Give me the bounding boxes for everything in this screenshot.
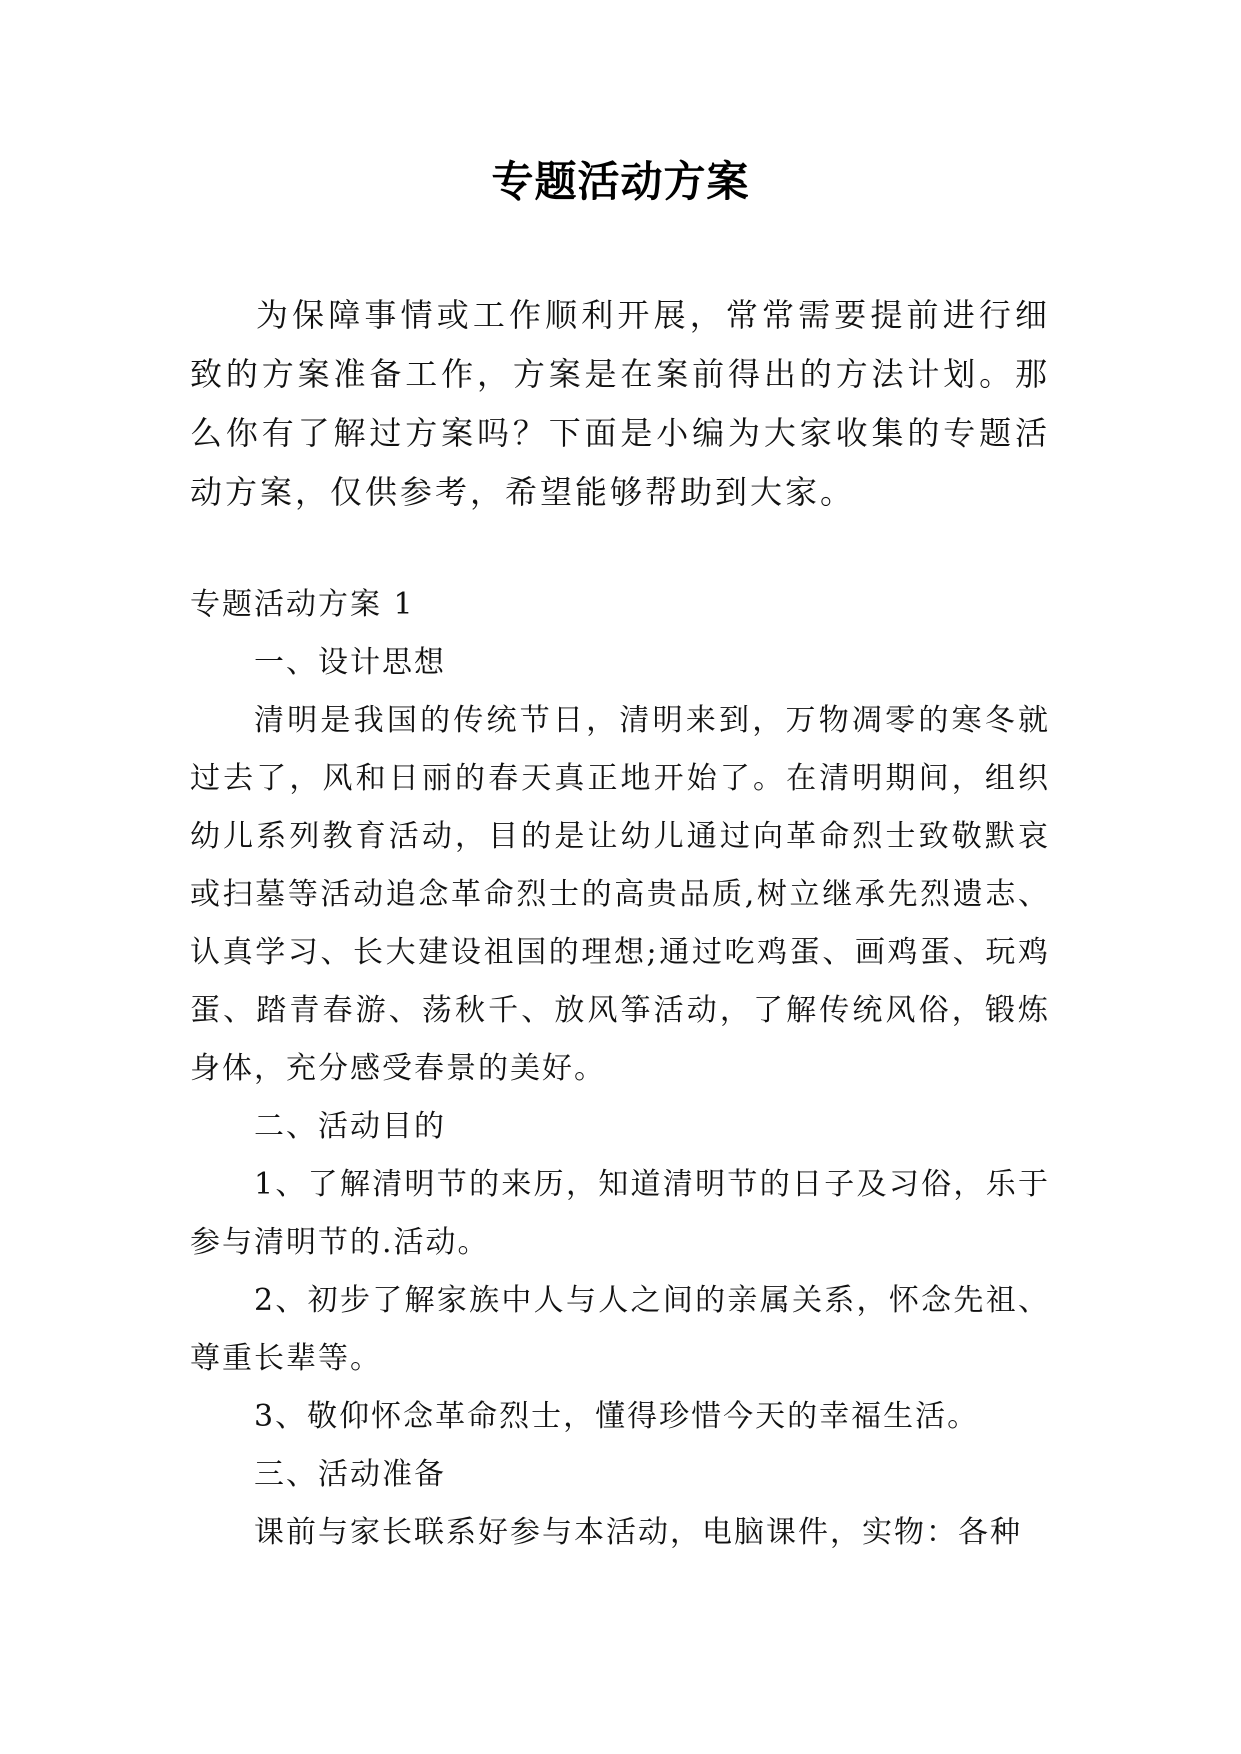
document-title: 专题活动方案 bbox=[491, 157, 750, 206]
paragraph-preparation: 课前与家长联系好参与本活动，电脑课件，实物：各种 bbox=[254, 1515, 1022, 1550]
heading-activity-preparation: 三、活动准备 bbox=[254, 1457, 446, 1492]
goal-item-2: 2、初步了解家族中人与人之间的亲属关系，怀念先祖、尊重长辈等。 bbox=[190, 1283, 1050, 1376]
intro-paragraph: 为保障事情或工作顺利开展，常常需要提前进行细致的方案准备工作，方案是在案前得出的方法计划。那么你有了解过方案吗？下面是小编为大家收集的专题活动方案，仅供参考，希望能够帮助到大家。 bbox=[190, 296, 1050, 511]
heading-activity-goals: 二、活动目的 bbox=[254, 1109, 446, 1144]
goal-item-3: 3、敬仰怀念革命烈士，懂得珍惜今天的幸福生活。 bbox=[254, 1399, 980, 1434]
document-body bbox=[190, 576, 1050, 1562]
section-title: 专题活动方案 1 bbox=[190, 587, 415, 622]
heading-design-idea: 一、设计思想 bbox=[254, 645, 446, 680]
goal-item-1: 1、了解清明节的来历，知道清明节的日子及习俗，乐于参与清明节的.活动。 bbox=[190, 1167, 1050, 1260]
paragraph-design-idea: 清明是我国的传统节日，清明来到，万物凋零的寒冬就过去了，风和日丽的春天真正地开始了。在清明期间，组织幼儿系列教育活动，目的是让幼儿通过向革命烈士致敬默哀或扫墓等活动追念革命烈士的高贵品质,树立继承先烈遗志、认真学习、长大建设祖国的理想;通过吃鸡蛋、画鸡蛋、玩鸡蛋、踏青春游、荡秋千、放风筝活动，了解传统风俗，锻炼身体，充分感受春景的美好。 bbox=[190, 703, 1050, 1086]
